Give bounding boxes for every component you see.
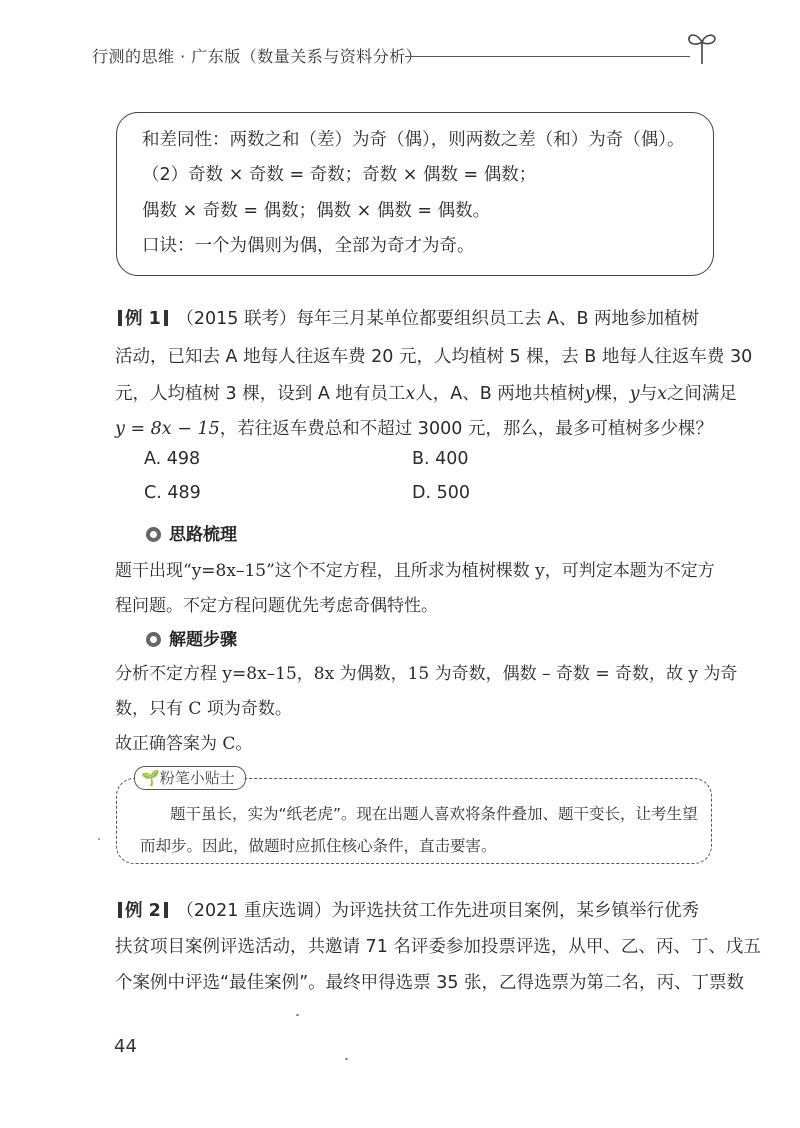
example1-line-1	[115, 305, 699, 330]
page-number: 44	[114, 1036, 137, 1057]
example1-line-3	[115, 380, 737, 405]
example1-text-3d: 与	[639, 384, 658, 404]
running-header-title: 行测的思维 · 广东版（数量关系与资料分析）	[92, 47, 423, 66]
var-y: y	[584, 384, 595, 404]
example1-text-3e: 之间满足	[666, 384, 737, 404]
sprout-small-icon: 🌱	[141, 769, 160, 787]
label-bar-left	[118, 310, 122, 326]
example1-text-3b: 人，A、B 两地共植树	[415, 384, 585, 404]
thinking-line-2: 程问题。不定方程问题优先考虑奇偶特性。	[115, 596, 438, 616]
example1-text-1: （2015 联考）每年三月某单位都要组织员工去 A、B 两地参加植树	[176, 309, 700, 329]
label-bar-left-2	[118, 902, 122, 918]
header-rule	[405, 56, 690, 57]
rule-line-3: 偶数 × 奇数 = 偶数；偶数 × 偶数 = 偶数。	[142, 201, 491, 221]
rule-line-4: 口诀：一个为偶则为偶，全部为奇才为奇。	[142, 236, 475, 256]
example1-text-3c: 棵，	[594, 384, 630, 404]
example2-line-3: 个案例中评选“最佳案例”。最终甲得选票 35 张，乙得选票为第二名，丙、丁票数	[115, 973, 745, 993]
tip-tag-label: 粉笔小贴士	[159, 769, 235, 787]
example1-text-3a: 元，人均植树 3 棵，设到 A 地有员工	[115, 384, 406, 404]
swirl-icon	[146, 632, 161, 647]
example2-line-2: 扶贫项目案例评选活动，共邀请 71 名评委参加投票评选，从甲、乙、丙、丁、戊五	[115, 937, 761, 957]
var-y-2: y	[629, 384, 640, 404]
option-d: D. 500	[412, 483, 471, 503]
thinking-heading	[146, 520, 237, 545]
steps-line-1: 分析不定方程 y=8x–15，8x 为偶数，15 为奇数，偶数 – 奇数 = 奇数，故 y 为奇	[115, 664, 738, 684]
option-b: B. 400	[412, 449, 469, 469]
example1-label: 例 1	[125, 309, 161, 329]
var-x-2: x	[657, 384, 667, 404]
scan-speck	[345, 1058, 348, 1060]
scan-speck	[98, 838, 100, 840]
label-bar-right	[164, 310, 168, 326]
example2-line-1	[115, 897, 699, 922]
option-c: C. 489	[144, 483, 201, 503]
steps-line-3: 故正确答案为 C。	[115, 734, 253, 754]
example1-line-2: 活动，已知去 A 地每人往返车费 20 元，人均植树 5 棵，去 B 地每人往返车费 30	[115, 347, 753, 367]
example2-text-1: （2021 重庆选调）为评选扶贫工作先进项目案例，某乡镇举行优秀	[176, 901, 699, 921]
example1-line-4	[115, 415, 713, 440]
scan-speck	[296, 1014, 299, 1016]
rule-line-1: 和差同性：两数之和（差）为奇（偶），则两数之差（和）为奇（偶）。	[142, 130, 685, 150]
steps-title: 解题步骤	[169, 630, 237, 650]
example2-label: 例 2	[125, 901, 161, 921]
equation: y = 8x − 15	[115, 419, 220, 439]
example1-text-4: ，若往返车费总和不超过 3000 元，那么，最多可植树多少棵？	[219, 419, 713, 439]
tip-tag	[134, 766, 246, 790]
tip-line-2: 而却步。因此，做题时应抓住核心条件，直击要害。	[140, 837, 497, 855]
tip-line-1: 题干虽长，实为“纸老虎”。现在出题人喜欢将条件叠加、题干变长，让考生望	[170, 805, 698, 823]
var-x: x	[405, 384, 416, 404]
label-bar-right-2	[164, 902, 168, 918]
steps-line-2: 数，只有 C 项为奇数。	[115, 699, 292, 719]
rule-line-2: （2）奇数 × 奇数 = 奇数；奇数 × 偶数 = 偶数；	[142, 165, 537, 185]
sprout-icon	[686, 26, 718, 66]
flower-icon	[146, 527, 161, 542]
option-a: A. 498	[144, 449, 201, 469]
thinking-line-1: 题干出现“y=8x–15”这个不定方程，且所求为植树棵数 y，可判定本题为不定方	[115, 561, 715, 581]
thinking-title: 思路梳理	[169, 525, 237, 545]
steps-heading	[146, 625, 237, 650]
